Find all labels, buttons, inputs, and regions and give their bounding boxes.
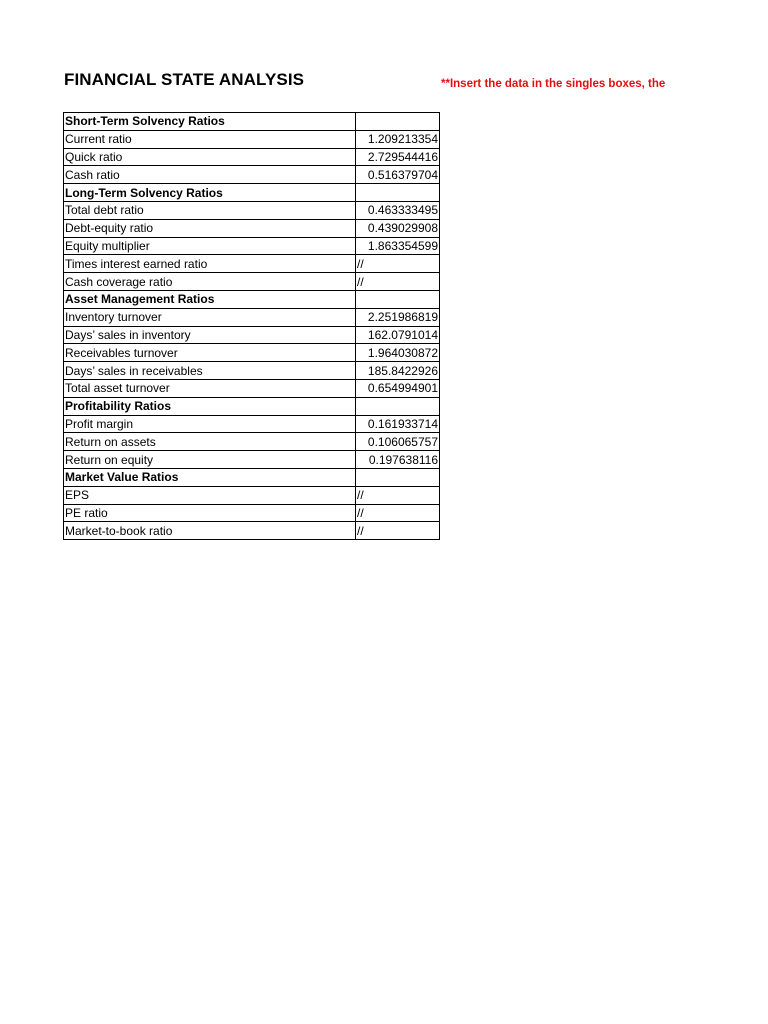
ratio-label-cell[interactable]: Current ratio	[64, 130, 356, 148]
ratio-row	[64, 166, 440, 184]
section-header-label: Short-Term Solvency Ratios	[64, 113, 356, 131]
ratio-value-cell[interactable]: 2.729544416	[356, 148, 440, 166]
section-header-label: Profitability Ratios	[64, 397, 356, 415]
ratio-label-cell[interactable]: Inventory turnover	[64, 308, 356, 326]
ratio-value-cell[interactable]: //	[356, 486, 440, 504]
ratio-label-cell[interactable]: Cash ratio	[64, 166, 356, 184]
ratio-row	[64, 379, 440, 397]
ratio-value-cell[interactable]: //	[356, 504, 440, 522]
ratio-row	[64, 130, 440, 148]
ratio-value-cell[interactable]: 185.8422926	[356, 362, 440, 380]
ratio-value-cell[interactable]: 162.0791014	[356, 326, 440, 344]
ratio-row	[64, 255, 440, 273]
ratio-row	[64, 148, 440, 166]
ratio-label-cell[interactable]: Quick ratio	[64, 148, 356, 166]
ratio-row	[64, 415, 440, 433]
ratio-row	[64, 451, 440, 469]
ratio-value-cell[interactable]: 0.654994901	[356, 379, 440, 397]
instruction-note: **Insert the data in the singles boxes, the	[441, 78, 666, 90]
ratio-value-cell[interactable]: 1.863354599	[356, 237, 440, 255]
ratios-table	[63, 112, 440, 540]
ratio-label-cell[interactable]: EPS	[64, 486, 356, 504]
ratio-label-cell[interactable]: Debt-equity ratio	[64, 219, 356, 237]
ratio-label-cell[interactable]: Times interest earned ratio	[64, 255, 356, 273]
section-header-row	[64, 397, 440, 415]
ratio-row	[64, 201, 440, 219]
ratio-row	[64, 362, 440, 380]
section-header-row	[64, 290, 440, 308]
ratio-label-cell[interactable]: Total debt ratio	[64, 201, 356, 219]
ratio-label-cell[interactable]: Profit margin	[64, 415, 356, 433]
ratio-label-cell[interactable]: Total asset turnover	[64, 379, 356, 397]
ratio-value-cell[interactable]: 0.516379704	[356, 166, 440, 184]
ratio-row	[64, 486, 440, 504]
section-header-value-cell[interactable]	[356, 468, 440, 486]
ratio-value-cell[interactable]: 1.964030872	[356, 344, 440, 362]
ratio-value-cell[interactable]: //	[356, 522, 440, 540]
ratio-value-cell[interactable]: //	[356, 255, 440, 273]
page-title: FINANCIAL STATE ANALYSIS	[64, 70, 305, 89]
ratio-label-cell[interactable]: PE ratio	[64, 504, 356, 522]
ratio-row	[64, 326, 440, 344]
ratio-row	[64, 237, 440, 255]
ratio-label-cell[interactable]: Market-to-book ratio	[64, 522, 356, 540]
section-header-row	[64, 113, 440, 131]
section-header-value-cell[interactable]	[356, 113, 440, 131]
ratio-row	[64, 522, 440, 540]
section-header-label: Long-Term Solvency Ratios	[64, 184, 356, 202]
section-header-value-cell[interactable]	[356, 397, 440, 415]
ratio-value-cell[interactable]: 2.251986819	[356, 308, 440, 326]
section-header-label: Market Value Ratios	[64, 468, 356, 486]
ratio-label-cell[interactable]: Return on assets	[64, 433, 356, 451]
ratio-label-cell[interactable]: Days’ sales in receivables	[64, 362, 356, 380]
ratio-value-cell[interactable]: 0.161933714	[356, 415, 440, 433]
ratio-value-cell[interactable]: 0.197638116	[356, 451, 440, 469]
ratio-row	[64, 344, 440, 362]
section-header-value-cell[interactable]	[356, 184, 440, 202]
ratio-value-cell[interactable]: 0.439029908	[356, 219, 440, 237]
ratio-value-cell[interactable]: 1.209213354	[356, 130, 440, 148]
ratio-label-cell[interactable]: Receivables turnover	[64, 344, 356, 362]
ratio-row	[64, 219, 440, 237]
ratio-label-cell[interactable]: Cash coverage ratio	[64, 273, 356, 291]
ratio-row	[64, 504, 440, 522]
ratio-row	[64, 433, 440, 451]
section-header-row	[64, 468, 440, 486]
ratio-value-cell[interactable]: 0.463333495	[356, 201, 440, 219]
section-header-value-cell[interactable]	[356, 290, 440, 308]
ratio-row	[64, 308, 440, 326]
ratio-value-cell[interactable]: //	[356, 273, 440, 291]
ratio-value-cell[interactable]: 0.106065757	[356, 433, 440, 451]
ratio-label-cell[interactable]: Equity multiplier	[64, 237, 356, 255]
ratio-row	[64, 273, 440, 291]
ratio-label-cell[interactable]: Days’ sales in inventory	[64, 326, 356, 344]
section-header-label: Asset Management Ratios	[64, 290, 356, 308]
ratios-table-body	[64, 113, 440, 540]
ratio-label-cell[interactable]: Return on equity	[64, 451, 356, 469]
section-header-row	[64, 184, 440, 202]
